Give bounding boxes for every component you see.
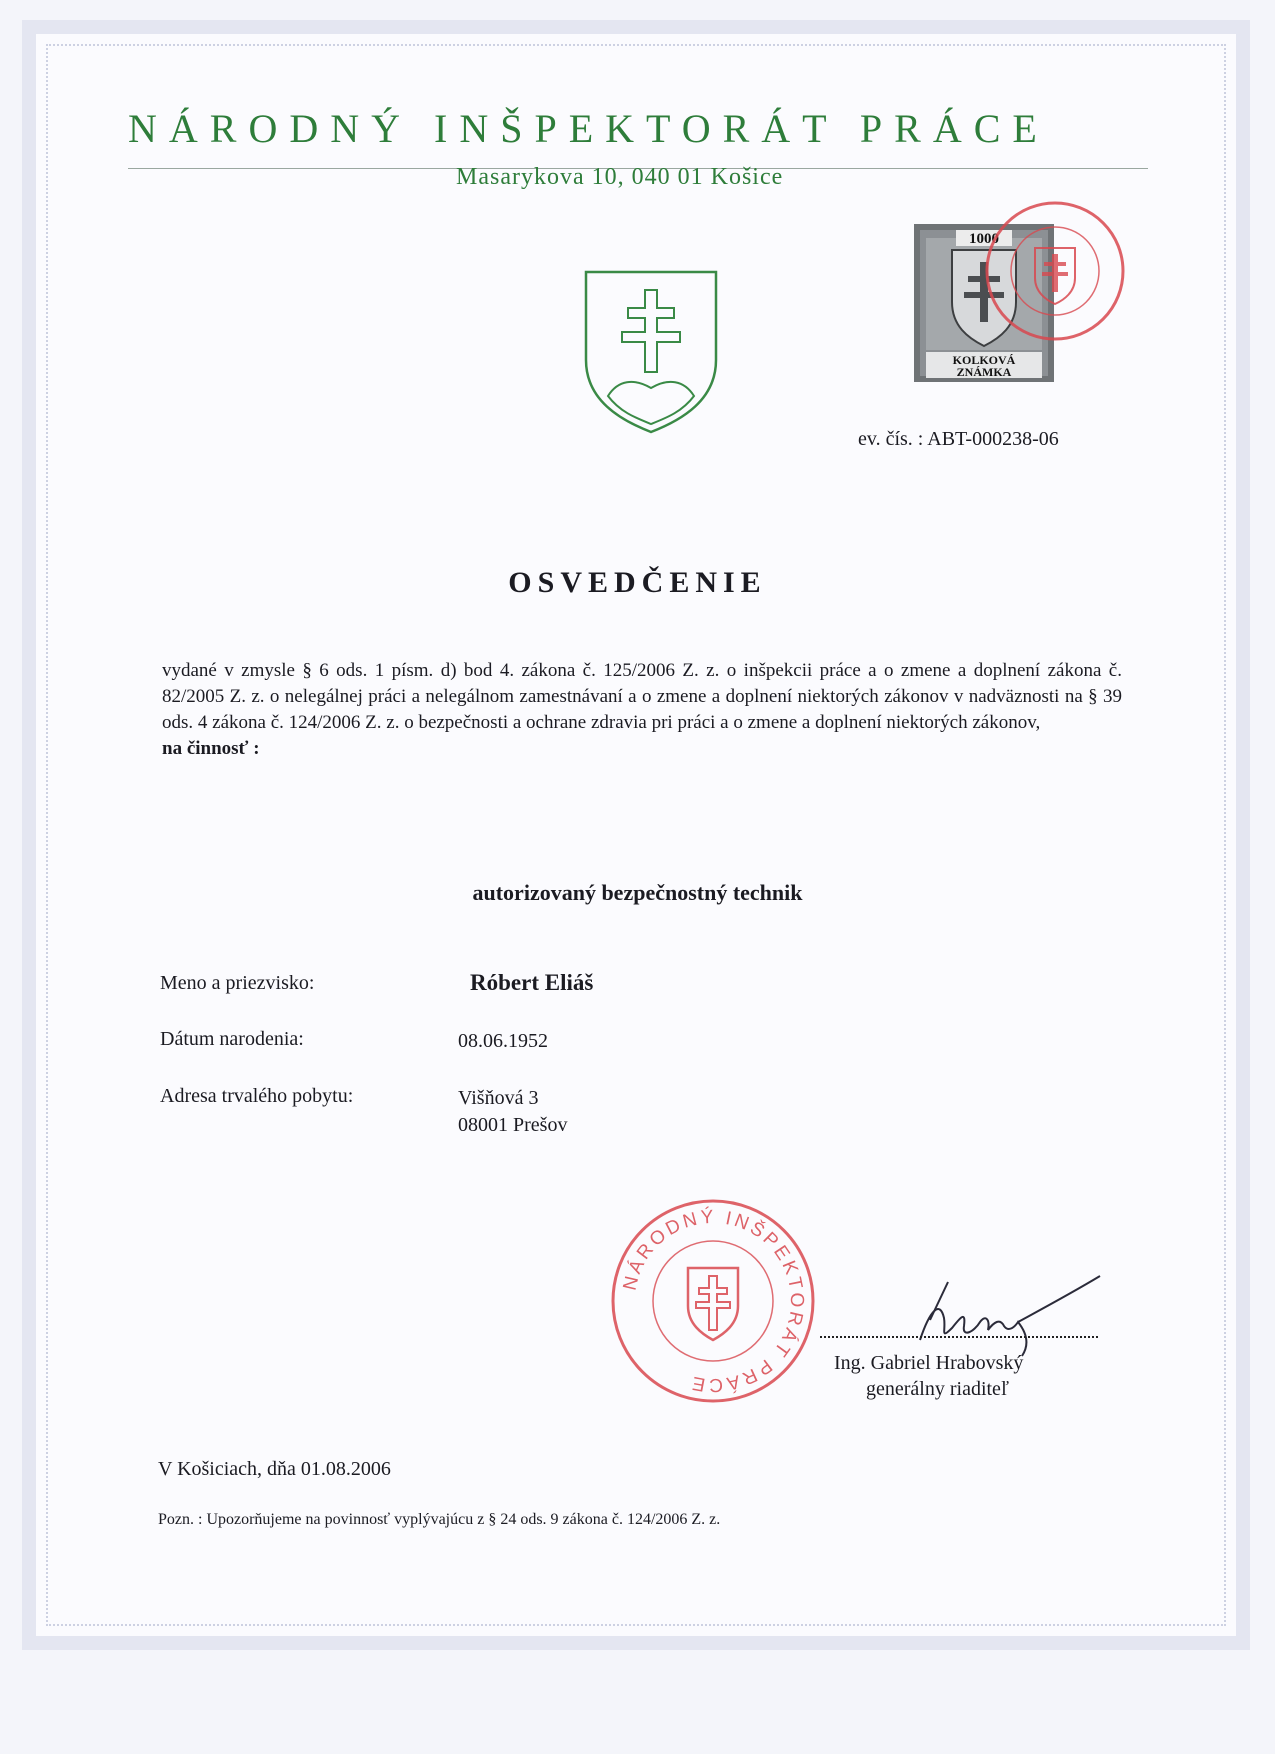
signatory-title: generálny riaditeľ [866,1378,1010,1400]
document-title: OSVEDČENIE [508,566,767,599]
activity-name: autorizovaný bezpečnostný technik [472,880,803,905]
address-label: Adresa trvalého pobytu: [160,1085,354,1107]
coat-of-arms-icon [582,268,720,436]
stamp-value: 1000 [969,231,999,247]
stamp-label-1: KOLKOVÁ [952,353,1016,367]
evidence-number: ev. čís. : ABT-000238-06 [858,428,1059,450]
institution-address: Masarykova 10, 040 01 Košice [456,164,784,190]
address-line-2: 08001 Prešov [458,1114,568,1136]
legal-basis-body: vydané v zmysle § 6 ods. 1 písm. d) bod 4. zákona č. 125/2006 Z. z. o inšpekcii práce a o zmene a doplnení zákona č. 82/2005 Z. z. o nelegálnej práci a nelegálnom zamestnávaní a o zmene a doplnení niektorých zákonov v nadväznosti na § 39 ods. 4 zákona č. 124/2006 Z. z. o bezpečnosti a ochrane zdravia pri práci a o zmene a doplnení niektorých zákonov, [162,660,1122,733]
signatory-name: Ing. Gabriel Hrabovský [834,1352,1024,1374]
person-name: Róbert Eliáš [470,970,594,995]
birth-date-label: Dátum narodenia: [160,1028,304,1050]
svg-text:NÁRODNÝ INŠPEKTORÁT PRÁCE [620,1207,807,1395]
signature-line [820,1336,1098,1338]
handwritten-signature [900,1270,1120,1360]
stamp-label-2: ZNÁMKA [956,365,1012,379]
address-line-1: Višňová 3 [458,1087,539,1109]
institution-name: NÁRODNÝ INŠPEKTORÁT PRÁCE [128,106,1049,151]
official-seal [608,1196,818,1406]
activity-label: na činnosť : [162,738,260,759]
seal-text: NÁRODNÝ INŠPEKTORÁT PRÁCE [619,1206,808,1396]
birth-date: 08.06.1952 [458,1030,548,1052]
legal-basis-text [162,658,1122,762]
footnote: Pozn. : Upozorňujeme na povinnosť vyplývajúcu z § 24 ods. 9 zákona č. 124/2006 Z. z. [158,1511,721,1528]
name-label: Meno a priezvisko: [160,972,315,994]
official-seal-top [980,196,1130,346]
place-and-date: V Košiciach, dňa 01.08.2006 [158,1458,391,1480]
